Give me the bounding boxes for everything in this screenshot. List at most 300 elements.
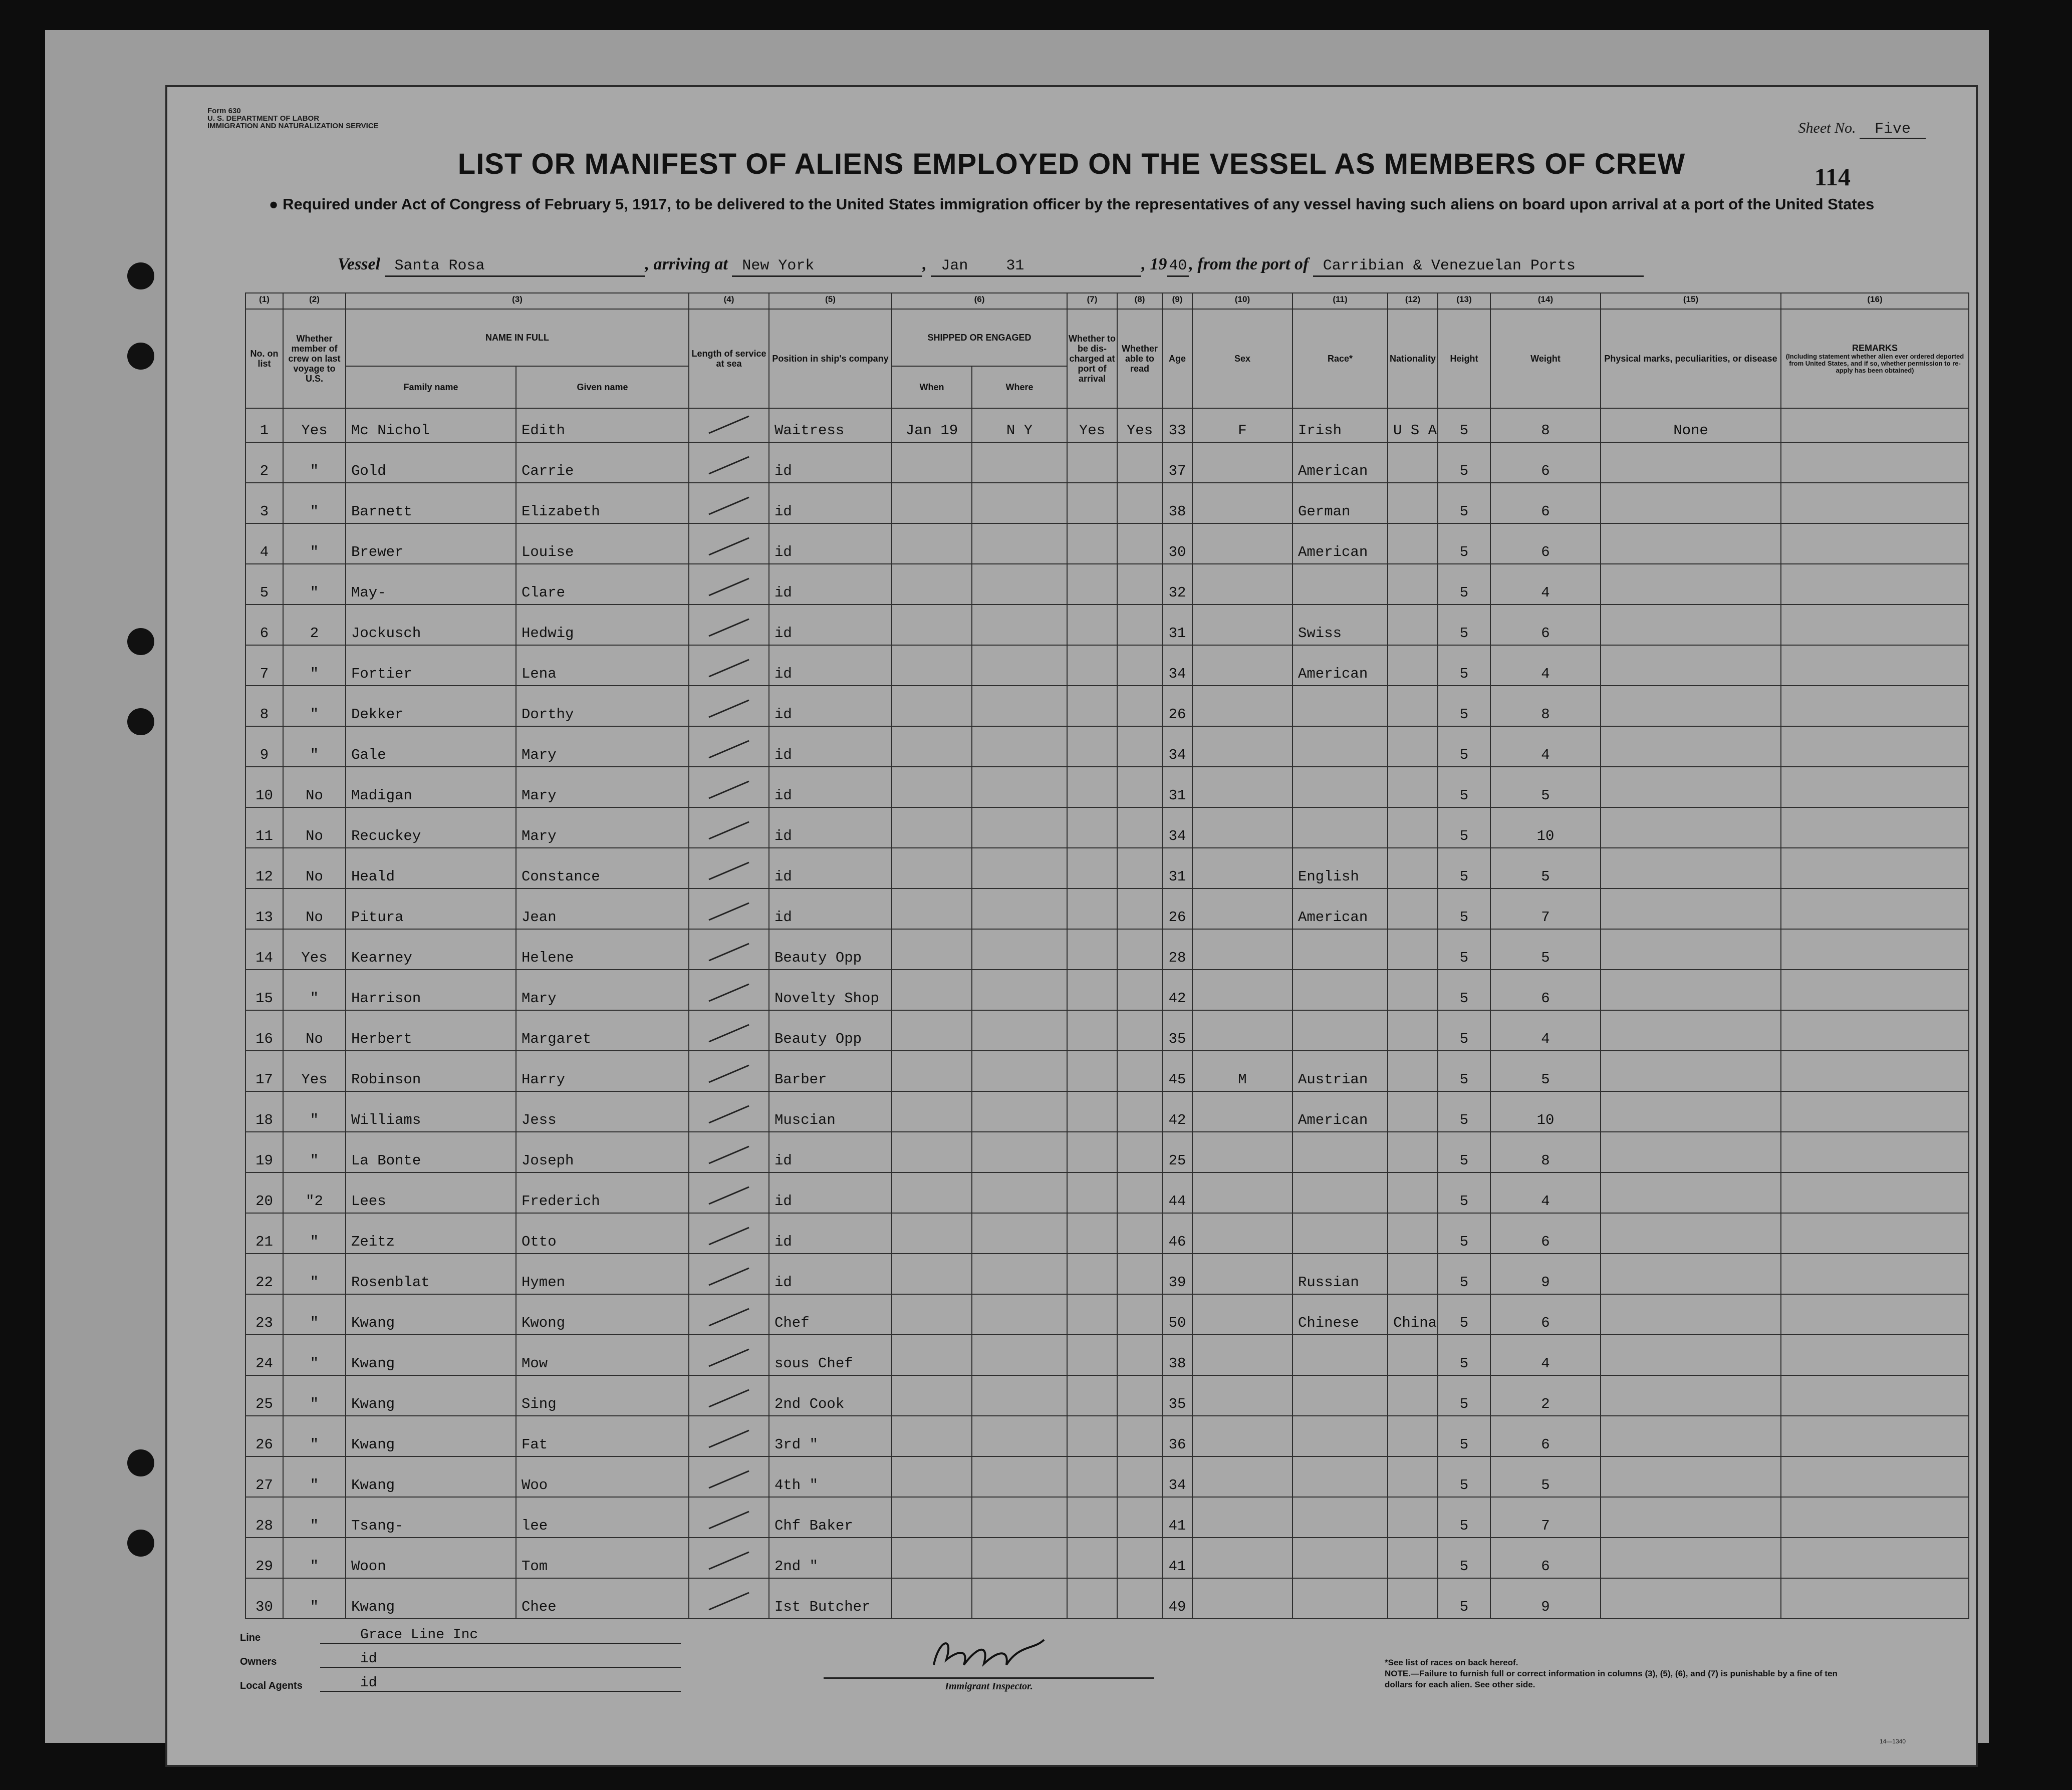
cell-when xyxy=(892,1335,972,1375)
cell-disch xyxy=(1067,686,1117,726)
tick-mark xyxy=(704,1226,754,1246)
cell-age: 50 xyxy=(1162,1294,1192,1335)
cell-nat xyxy=(1388,767,1438,807)
cell-family: Kwang xyxy=(346,1294,516,1335)
cell-prev: " xyxy=(283,1578,346,1619)
header-length-of-service: Length of service at sea xyxy=(689,309,769,408)
table-row xyxy=(245,1375,1969,1416)
cell-sex xyxy=(1192,1578,1292,1619)
cell-rem xyxy=(1781,1456,1969,1497)
cell-race xyxy=(1292,1456,1388,1497)
cell-len xyxy=(689,888,769,929)
cell-given: Mary xyxy=(516,726,689,767)
cell-family: Kearney xyxy=(346,929,516,970)
cell-family: Mc Nichol xyxy=(346,408,516,442)
crew-table xyxy=(245,292,1969,1619)
cell-prev: " xyxy=(283,645,346,686)
cell-ht: 5 xyxy=(1438,1010,1490,1051)
cell-ht: 5 xyxy=(1438,523,1490,564)
header-row-top xyxy=(245,309,1969,366)
cell-race: Russian xyxy=(1292,1254,1388,1294)
cell-prev: No xyxy=(283,848,346,888)
col-num: (3) xyxy=(346,293,689,309)
binder-hole xyxy=(127,343,154,370)
table-row xyxy=(245,1091,1969,1132)
cell-nat xyxy=(1388,1254,1438,1294)
cell-position: id xyxy=(769,807,892,848)
cell-ht: 5 xyxy=(1438,767,1490,807)
cell-wt: 10 xyxy=(1490,807,1601,848)
tick-mark xyxy=(704,901,754,921)
cell-family: Woon xyxy=(346,1538,516,1578)
cell-age: 33 xyxy=(1162,408,1192,442)
cell-len xyxy=(689,1456,769,1497)
cell-phys xyxy=(1601,726,1781,767)
cell-wt: 10 xyxy=(1490,1091,1601,1132)
cell-wt: 5 xyxy=(1490,1051,1601,1091)
col-num: (6) xyxy=(892,293,1067,309)
tick-mark xyxy=(704,982,754,1002)
cell-where xyxy=(972,1132,1067,1172)
cell-ht: 5 xyxy=(1438,929,1490,970)
cell-race: American xyxy=(1292,1091,1388,1132)
cell-read xyxy=(1117,1091,1162,1132)
cell-where xyxy=(972,970,1067,1010)
cell-given: Mow xyxy=(516,1335,689,1375)
cell-len xyxy=(689,483,769,523)
table-row xyxy=(245,1213,1969,1254)
cell-rem xyxy=(1781,1497,1969,1538)
cell-age: 36 xyxy=(1162,1416,1192,1456)
cell-disch xyxy=(1067,645,1117,686)
cell-where xyxy=(972,1375,1067,1416)
cell-len xyxy=(689,1132,769,1172)
cell-prev: " xyxy=(283,970,346,1010)
cell-position: Waitress xyxy=(769,408,892,442)
binder-hole xyxy=(127,708,154,735)
cell-disch xyxy=(1067,888,1117,929)
cell-age: 30 xyxy=(1162,523,1192,564)
header-age: Age xyxy=(1162,309,1192,408)
cell-wt: 6 xyxy=(1490,483,1601,523)
cell-ht: 5 xyxy=(1438,848,1490,888)
cell-nat xyxy=(1388,929,1438,970)
cell-when xyxy=(892,1172,972,1213)
cell-position: id xyxy=(769,442,892,483)
cell-where xyxy=(972,523,1067,564)
cell-phys xyxy=(1601,1375,1781,1416)
cell-when xyxy=(892,1132,972,1172)
cell-no: 4 xyxy=(245,523,283,564)
tick-mark xyxy=(704,1591,754,1611)
cell-given: Clare xyxy=(516,564,689,605)
cell-len xyxy=(689,1172,769,1213)
cell-race: Swiss xyxy=(1292,605,1388,645)
cell-disch xyxy=(1067,848,1117,888)
agents-value: id xyxy=(320,1675,681,1692)
cell-family: Harrison xyxy=(346,970,516,1010)
cell-when xyxy=(892,1456,972,1497)
cell-age: 26 xyxy=(1162,686,1192,726)
departure-port: Carribian & Venezuelan Ports xyxy=(1313,257,1644,277)
cell-no: 10 xyxy=(245,767,283,807)
header-name-in-full: NAME IN FULL xyxy=(346,309,689,366)
col-num: (15) xyxy=(1601,293,1781,309)
cell-nat xyxy=(1388,483,1438,523)
line-value: Grace Line Inc xyxy=(320,1627,681,1644)
cell-len xyxy=(689,564,769,605)
cell-age: 49 xyxy=(1162,1578,1192,1619)
cell-given: Otto xyxy=(516,1213,689,1254)
cell-rem xyxy=(1781,1416,1969,1456)
header-shipped-or-engaged: SHIPPED OR ENGAGED xyxy=(892,309,1067,366)
table-row xyxy=(245,726,1969,767)
cell-disch xyxy=(1067,1254,1117,1294)
cell-phys xyxy=(1601,1254,1781,1294)
cell-age: 37 xyxy=(1162,442,1192,483)
cell-rem xyxy=(1781,1538,1969,1578)
cell-ht: 5 xyxy=(1438,1051,1490,1091)
col-num: (12) xyxy=(1388,293,1438,309)
cell-when xyxy=(892,1254,972,1294)
cell-where xyxy=(972,1254,1067,1294)
cell-prev: Yes xyxy=(283,408,346,442)
cell-when xyxy=(892,767,972,807)
tick-mark xyxy=(704,1185,754,1205)
cell-read xyxy=(1117,1254,1162,1294)
tick-mark xyxy=(704,779,754,799)
cell-given: Woo xyxy=(516,1456,689,1497)
cell-no: 13 xyxy=(245,888,283,929)
cell-ht: 5 xyxy=(1438,1375,1490,1416)
cell-rem xyxy=(1781,408,1969,442)
cell-race xyxy=(1292,686,1388,726)
footer-agents xyxy=(240,1620,681,1692)
cell-no: 28 xyxy=(245,1497,283,1538)
cell-prev: 2 xyxy=(283,605,346,645)
cell-position: id xyxy=(769,726,892,767)
cell-nat xyxy=(1388,523,1438,564)
col-num: (11) xyxy=(1292,293,1388,309)
cell-family: Fortier xyxy=(346,645,516,686)
cell-when xyxy=(892,807,972,848)
cell-family: Zeitz xyxy=(346,1213,516,1254)
cell-given: Margaret xyxy=(516,1010,689,1051)
cell-age: 42 xyxy=(1162,1091,1192,1132)
cell-when xyxy=(892,1375,972,1416)
cell-read xyxy=(1117,483,1162,523)
cell-position: 2nd Cook xyxy=(769,1375,892,1416)
cell-nat xyxy=(1388,1497,1438,1538)
cell-where xyxy=(972,1416,1067,1456)
cell-age: 34 xyxy=(1162,726,1192,767)
cell-read xyxy=(1117,929,1162,970)
tick-mark xyxy=(704,739,754,759)
cell-sex xyxy=(1192,1254,1292,1294)
cell-sex xyxy=(1192,1538,1292,1578)
cell-position: Novelty Shop xyxy=(769,970,892,1010)
cell-read xyxy=(1117,970,1162,1010)
cell-read xyxy=(1117,848,1162,888)
cell-rem xyxy=(1781,1335,1969,1375)
cell-age: 25 xyxy=(1162,1132,1192,1172)
cell-len xyxy=(689,1497,769,1538)
cell-sex xyxy=(1192,888,1292,929)
cell-disch xyxy=(1067,564,1117,605)
cell-race: Irish xyxy=(1292,408,1388,442)
cell-no: 30 xyxy=(245,1578,283,1619)
vessel-name: Santa Rosa xyxy=(385,257,645,277)
header-race: Race* xyxy=(1292,309,1388,408)
cell-prev: " xyxy=(283,442,346,483)
col-num: (8) xyxy=(1117,293,1162,309)
page-number: 114 xyxy=(1814,163,1851,191)
cell-given: Fat xyxy=(516,1416,689,1456)
cell-family: Williams xyxy=(346,1091,516,1132)
cell-disch xyxy=(1067,483,1117,523)
cell-position: id xyxy=(769,523,892,564)
cell-age: 34 xyxy=(1162,807,1192,848)
table-row xyxy=(245,564,1969,605)
cell-ht: 5 xyxy=(1438,1578,1490,1619)
cell-disch xyxy=(1067,1091,1117,1132)
cell-prev: No xyxy=(283,1010,346,1051)
cell-family: May- xyxy=(346,564,516,605)
table-row xyxy=(245,686,1969,726)
col-num: (13) xyxy=(1438,293,1490,309)
cell-sex xyxy=(1192,1456,1292,1497)
cell-disch xyxy=(1067,1132,1117,1172)
cell-where: N Y xyxy=(972,408,1067,442)
tick-mark xyxy=(704,1469,754,1489)
cell-sex xyxy=(1192,645,1292,686)
cell-age: 28 xyxy=(1162,929,1192,970)
cell-no: 14 xyxy=(245,929,283,970)
cell-position: id xyxy=(769,767,892,807)
cell-no: 20 xyxy=(245,1172,283,1213)
cell-nat xyxy=(1388,1335,1438,1375)
cell-prev: " xyxy=(283,1497,346,1538)
cell-race xyxy=(1292,1497,1388,1538)
cell-rem xyxy=(1781,1294,1969,1335)
cell-no: 17 xyxy=(245,1051,283,1091)
cell-prev: No xyxy=(283,888,346,929)
cell-phys xyxy=(1601,807,1781,848)
cell-where xyxy=(972,1213,1067,1254)
sheet-number-value: Five xyxy=(1860,121,1926,139)
department-name: U. S. DEPARTMENT OF LABOR xyxy=(207,114,320,123)
cell-prev: " xyxy=(283,1538,346,1578)
cell-nat xyxy=(1388,1456,1438,1497)
cell-wt: 5 xyxy=(1490,767,1601,807)
cell-read xyxy=(1117,1172,1162,1213)
cell-phys xyxy=(1601,1172,1781,1213)
cell-rem xyxy=(1781,726,1969,767)
cell-family: Brewer xyxy=(346,523,516,564)
form-number: Form 630 xyxy=(207,107,241,115)
cell-position: Beauty Opp xyxy=(769,1010,892,1051)
cell-len xyxy=(689,686,769,726)
cell-sex xyxy=(1192,1172,1292,1213)
table-row xyxy=(245,970,1969,1010)
cell-prev: " xyxy=(283,1416,346,1456)
cell-no: 9 xyxy=(245,726,283,767)
cell-phys xyxy=(1601,523,1781,564)
cell-age: 39 xyxy=(1162,1254,1192,1294)
tick-mark xyxy=(704,1347,754,1367)
cell-phys xyxy=(1601,442,1781,483)
cell-given: Chee xyxy=(516,1578,689,1619)
cell-phys xyxy=(1601,929,1781,970)
header-discharged: Whether to be dis-charged at port of arrival xyxy=(1067,309,1117,408)
cell-read: Yes xyxy=(1117,408,1162,442)
cell-nat: China xyxy=(1388,1294,1438,1335)
cell-prev: Yes xyxy=(283,929,346,970)
cell-prev: " xyxy=(283,1375,346,1416)
table-row xyxy=(245,807,1969,848)
cell-no: 15 xyxy=(245,970,283,1010)
arrival-day: 31 xyxy=(996,257,1141,277)
cell-disch xyxy=(1067,1416,1117,1456)
table-row xyxy=(245,523,1969,564)
cell-len xyxy=(689,848,769,888)
header-remarks xyxy=(1781,309,1969,408)
cell-age: 26 xyxy=(1162,888,1192,929)
table-row xyxy=(245,1538,1969,1578)
cell-prev: No xyxy=(283,767,346,807)
cell-given: Jess xyxy=(516,1091,689,1132)
cell-len xyxy=(689,929,769,970)
cell-family: Kwang xyxy=(346,1335,516,1375)
cell-phys xyxy=(1601,1051,1781,1091)
cell-where xyxy=(972,1010,1067,1051)
cell-rem xyxy=(1781,564,1969,605)
cell-len xyxy=(689,807,769,848)
penalty-note: NOTE.—Failure to furnish full or correct information in columns (3), (5), (6), and (7) is punishable by a fine of ten dollars for each alien. See other side. xyxy=(1385,1669,1838,1689)
cell-ht: 5 xyxy=(1438,645,1490,686)
cell-len xyxy=(689,645,769,686)
cell-len xyxy=(689,408,769,442)
cell-where xyxy=(972,726,1067,767)
cell-position: Chf Baker xyxy=(769,1497,892,1538)
cell-disch xyxy=(1067,767,1117,807)
binder-hole xyxy=(127,1530,154,1557)
cell-disch xyxy=(1067,1578,1117,1619)
tick-mark xyxy=(704,1266,754,1286)
cell-position: 2nd " xyxy=(769,1538,892,1578)
table-row xyxy=(245,1010,1969,1051)
cell-sex: F xyxy=(1192,408,1292,442)
cell-disch xyxy=(1067,1335,1117,1375)
cell-read xyxy=(1117,767,1162,807)
cell-disch xyxy=(1067,523,1117,564)
cell-position: id xyxy=(769,1132,892,1172)
cell-race: Chinese xyxy=(1292,1294,1388,1335)
cell-sex xyxy=(1192,848,1292,888)
cell-wt: 5 xyxy=(1490,1456,1601,1497)
table-row xyxy=(245,888,1969,929)
cell-age: 31 xyxy=(1162,848,1192,888)
col-num: (4) xyxy=(689,293,769,309)
cell-wt: 4 xyxy=(1490,645,1601,686)
cell-len xyxy=(689,1538,769,1578)
cell-race xyxy=(1292,1375,1388,1416)
subtitle-text: Required under Act of Congress of February 5, 1917, to be delivered to the United States immigration officer by the representatives of any vessel having such aliens on board upon arrival at a port of the United States xyxy=(283,195,1875,213)
cell-prev: " xyxy=(283,483,346,523)
cell-disch xyxy=(1067,807,1117,848)
cell-disch xyxy=(1067,1172,1117,1213)
cell-disch xyxy=(1067,1538,1117,1578)
cell-position: id xyxy=(769,605,892,645)
header-where: Where xyxy=(972,366,1067,408)
from-port-label: , from the port of xyxy=(1189,255,1309,273)
cell-given: Sing xyxy=(516,1375,689,1416)
cell-nat xyxy=(1388,1091,1438,1132)
cell-sex xyxy=(1192,605,1292,645)
cell-rem xyxy=(1781,686,1969,726)
cell-sex xyxy=(1192,1416,1292,1456)
cell-when xyxy=(892,1294,972,1335)
cell-read xyxy=(1117,686,1162,726)
cell-ht: 5 xyxy=(1438,1416,1490,1456)
cell-len xyxy=(689,1254,769,1294)
cell-ht: 5 xyxy=(1438,686,1490,726)
form-department-header xyxy=(207,107,379,130)
cell-race xyxy=(1292,1538,1388,1578)
cell-age: 32 xyxy=(1162,564,1192,605)
cell-where xyxy=(972,807,1067,848)
cell-wt: 8 xyxy=(1490,686,1601,726)
cell-ht: 5 xyxy=(1438,970,1490,1010)
cell-family: Heald xyxy=(346,848,516,888)
cell-rem xyxy=(1781,1375,1969,1416)
cell-when xyxy=(892,1051,972,1091)
cell-age: 34 xyxy=(1162,1456,1192,1497)
cell-family: Barnett xyxy=(346,483,516,523)
cell-rem xyxy=(1781,1172,1969,1213)
cell-position: id xyxy=(769,564,892,605)
cell-no: 22 xyxy=(245,1254,283,1294)
cell-race xyxy=(1292,1132,1388,1172)
table-row xyxy=(245,1578,1969,1619)
cell-sex xyxy=(1192,929,1292,970)
column-number-row xyxy=(245,293,1969,309)
table-row xyxy=(245,767,1969,807)
table-row xyxy=(245,1456,1969,1497)
cell-nat xyxy=(1388,1132,1438,1172)
cell-no: 19 xyxy=(245,1132,283,1172)
cell-wt: 9 xyxy=(1490,1578,1601,1619)
cell-wt: 5 xyxy=(1490,848,1601,888)
cell-sex xyxy=(1192,523,1292,564)
cell-race xyxy=(1292,1416,1388,1456)
cell-prev: " xyxy=(283,1254,346,1294)
cell-read xyxy=(1117,1010,1162,1051)
remarks-title: REMARKS xyxy=(1852,343,1898,353)
cell-disch xyxy=(1067,1051,1117,1091)
cell-read xyxy=(1117,1497,1162,1538)
cell-len xyxy=(689,726,769,767)
cell-when xyxy=(892,1538,972,1578)
cell-len xyxy=(689,605,769,645)
tick-mark xyxy=(704,860,754,880)
inspector-signature-block xyxy=(824,1635,1154,1692)
cell-position: Beauty Opp xyxy=(769,929,892,970)
cell-nat xyxy=(1388,1578,1438,1619)
cell-given: Mary xyxy=(516,767,689,807)
cell-when xyxy=(892,605,972,645)
cell-ht: 5 xyxy=(1438,807,1490,848)
